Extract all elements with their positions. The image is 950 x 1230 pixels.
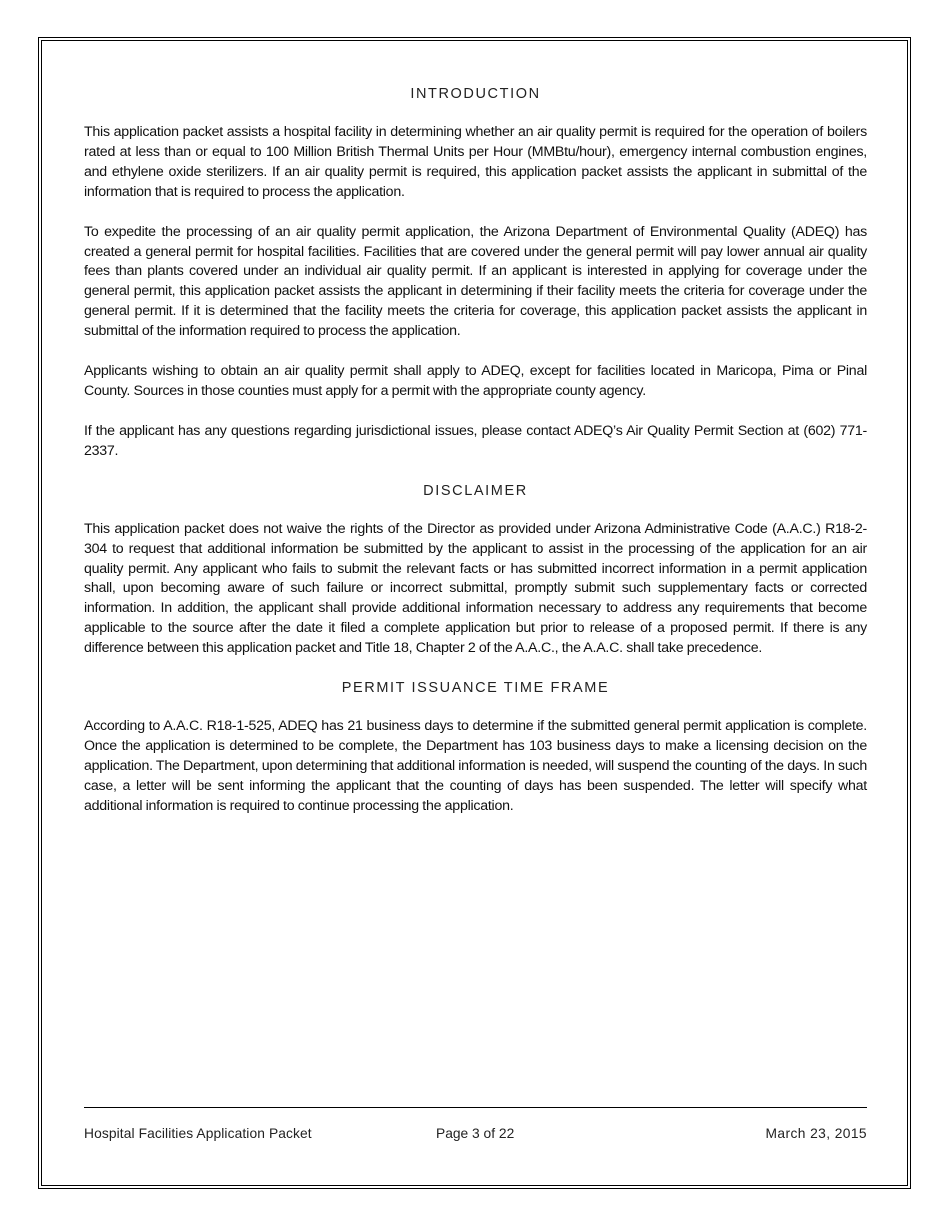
footer-rule xyxy=(84,1107,867,1108)
introduction-paragraph: Applicants wishing to obtain an air quality permit shall apply to ADEQ, except for facilities located in Maricopa, Pima or Pinal County. Sources in those counties must apply for a permit with the appropriate county agency. xyxy=(84,363,867,399)
disclaimer-heading: DISCLAIMER xyxy=(423,482,528,499)
introduction-paragraph: If the applicant has any questions regarding jurisdictional issues, please contact ADEQ’s Air Quality Permit Section at (602) 771-2337. xyxy=(84,422,867,459)
footer-document-title: Hospital Facilities Application Packet xyxy=(84,1126,312,1141)
time-frame-paragraph: According to A.A.C. R18-1-525, ADEQ has 21 business days to determine if the submitted general permit application is complete. Once the application is determined to be complete, the Department has 103 business days to make a licensing decision on the application. The Department, upon determining that additional information is needed, will suspend the counting of the days. In such case, a letter will be sent informing the applicant that the counting of days has been suspended. The letter will specify what additional information is required to continue processing the application. xyxy=(84,718,867,814)
introduction-heading: INTRODUCTION xyxy=(410,86,541,102)
introduction-paragraph: This application packet assists a hospital facility in determining whether an air quality permit is required for the operation of boilers rated at less than or equal to 100 Million British Thermal Units per Hour (MMBtu/hour), emergency internal combustion engines, and ethylene oxide sterilizers. If an air quality permit is required, this application packet assists the applicant in submittal of the information that is required to process the application. xyxy=(84,124,867,200)
document-body xyxy=(84,84,867,817)
disclaimer-paragraph: This application packet does not waive the rights of the Director as provided under Arizona Administrative Code (A.A.C.) R18-2-304 to request that additional information be submitted by the applicant to assist in the processing of the application for an air quality permit. Any applicant who fails to submit the relevant facts or has submitted incorrect information in a permit application shall, upon becoming aware of such failure or incorrect submittal, promptly submit such supplementary facts or corrected information. In addition, the applicant shall provide additional information necessary to address any requirements that become applicable to the source after the date it filed a complete application but prior to release of a proposed permit. If there is any difference between this application packet and Title 18, Chapter 2 of the A.A.C., the A.A.C. shall take precedence. xyxy=(84,520,867,657)
page-footer xyxy=(84,1126,867,1146)
footer-page-number: Page 3 of 22 xyxy=(436,1126,515,1141)
introduction-paragraph: To expedite the processing of an air quality permit application, the Arizona Department of Environmental Quality (ADEQ) has created a general permit for hospital facilities. Facilities that are covered under the general permit will pay lower annual air quality fees than plants covered under an individual air quality permit. If an applicant is interested in applying for coverage under the general permit, this application packet assists the applicant in determining if their facility meets the criteria for coverage under the general permit. If it is determined that the facility meets the criteria for coverage, this application packet assists the applicant in submittal of the information required to process the application. xyxy=(84,223,867,340)
footer-date: March 23, 2015 xyxy=(765,1126,867,1141)
time-frame-heading: PERMIT ISSUANCE TIME FRAME xyxy=(341,680,610,697)
